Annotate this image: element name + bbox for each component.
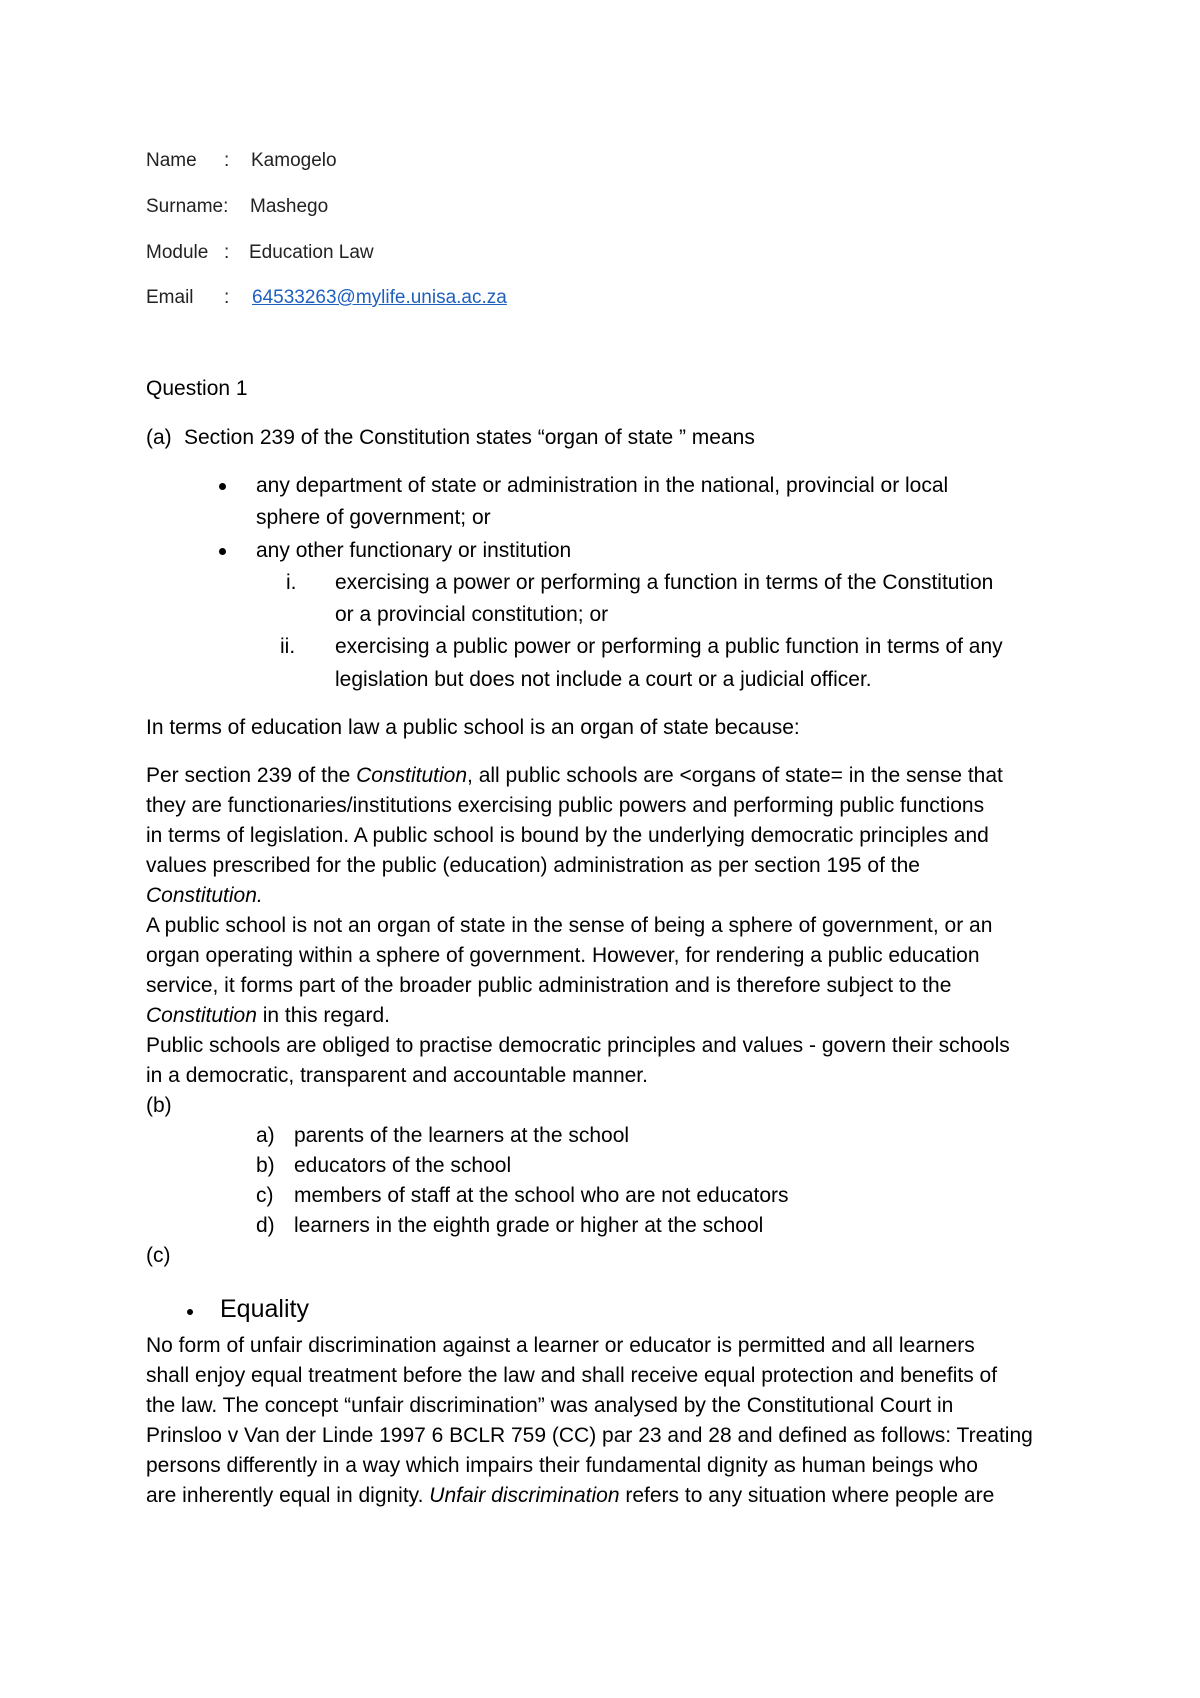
name-value: Kamogelo — [251, 150, 337, 171]
c-line-1: No form of unfair discrimination against a learner or educator is permitted and all learners — [146, 1334, 975, 1357]
bullet-2-line-1: any other functionary or institution — [256, 539, 572, 562]
para2-line-1: A public school is not an organ of state in the sense of being a sphere of government, or an — [146, 914, 993, 937]
roman-1-line-1: exercising a power or performing a function in terms of the Constitution — [335, 571, 994, 594]
c-last-pre: are inherently equal in dignity. — [146, 1484, 430, 1507]
bullet-dot — [219, 548, 226, 555]
name-colon: : — [224, 150, 230, 171]
b-item-c-text: members of staff at the school who are not educators — [294, 1184, 789, 1207]
para1-line-3: in terms of legislation. A public school is bound by the underlying democratic principles and — [146, 824, 989, 847]
roman-1-line-2: or a provincial constitution; or — [335, 603, 609, 626]
b-item-d-text: learners in the eighth grade or higher at the school — [294, 1214, 764, 1237]
c-line-6 — [146, 1481, 994, 1511]
equality-heading: Equality — [220, 1295, 309, 1323]
bullet-1-line-2: sphere of government; or — [256, 506, 491, 529]
para1-line-2: they are functionaries/institutions exercising public powers and performing public functions — [146, 794, 985, 817]
roman-2-num: ii. — [280, 635, 296, 658]
para1-post: , all public schools are <organs of state= in the sense that — [467, 764, 1003, 787]
roman-2-line-2: legislation but does not include a court or a judicial officer. — [335, 668, 872, 691]
email-label: Email — [146, 287, 194, 308]
para3-line-1: Public schools are obliged to practise democratic principles and values - govern their schools — [146, 1034, 1010, 1057]
b-item-a-letter: a) — [256, 1124, 275, 1147]
email-link[interactable]: 64533263@mylife.unisa.ac.za — [252, 287, 507, 308]
c-last-italic: Unfair discrimination — [429, 1484, 620, 1507]
part-a-intro: Section 239 of the Constitution states “organ of state ” means — [184, 426, 755, 449]
para2-post: in this regard. — [256, 1004, 390, 1027]
surname-value: Mashego — [250, 196, 329, 217]
para1-pre: Per section 239 of the — [146, 764, 357, 787]
c-line-2: shall enjoy equal treatment before the law and shall receive equal protection and benefits of — [146, 1364, 998, 1387]
b-item-c-letter: c) — [256, 1184, 274, 1207]
module-value: Education Law — [249, 242, 374, 263]
module-colon: : — [224, 242, 230, 263]
c-line-4: Prinsloo v Van der Linde 1997 6 BCLR 759 (CC) par 23 and 28 and defined as follows: Treating — [146, 1424, 1033, 1447]
para1-line-5: Constitution. — [146, 884, 263, 907]
para3-line-2: in a democratic, transparent and accountable manner. — [146, 1064, 648, 1087]
module-label: Module — [146, 242, 209, 263]
part-b-label: (b) — [146, 1094, 172, 1117]
bullet-dot — [219, 483, 226, 490]
c-line-5: persons differently in a way which impairs their fundamental dignity as human beings who — [146, 1454, 978, 1477]
bullet-dot — [187, 1309, 193, 1315]
para2-line-3: service, it forms part of the broader public administration and is therefore subject to the — [146, 974, 952, 997]
para1-line-4: values prescribed for the public (education) administration as per section 195 of the — [146, 854, 920, 877]
reason-intro: In terms of education law a public school is an organ of state because: — [146, 716, 800, 739]
c-last-post: refers to any situation where people are — [619, 1484, 995, 1507]
bullet-1-line-1: any department of state or administration in the national, provincial or local — [256, 474, 949, 497]
para2-line-4 — [146, 1001, 390, 1031]
question-1-title: Question 1 — [146, 377, 248, 400]
surname-label: Surname: — [146, 196, 229, 217]
part-c-label: (c) — [146, 1244, 171, 1267]
c-line-3: the law. The concept “unfair discrimination” was analysed by the Constitutional Court in — [146, 1394, 954, 1417]
part-a-label: (a) — [146, 426, 172, 449]
b-item-a-text: parents of the learners at the school — [294, 1124, 630, 1147]
b-item-b-text: educators of the school — [294, 1154, 512, 1177]
roman-1-num: i. — [286, 571, 297, 594]
para2-line-2: organ operating within a sphere of government. However, for rendering a public education — [146, 944, 980, 967]
para2-italic: Constitution — [146, 1004, 257, 1027]
b-item-d-letter: d) — [256, 1214, 275, 1237]
para1-italic: Constitution — [356, 764, 468, 787]
name-label: Name — [146, 150, 197, 171]
para1-line-1 — [146, 761, 1003, 791]
email-colon: : — [224, 287, 230, 308]
roman-2-line-1: exercising a public power or performing a public function in terms of any — [335, 635, 1003, 658]
b-item-b-letter: b) — [256, 1154, 275, 1177]
